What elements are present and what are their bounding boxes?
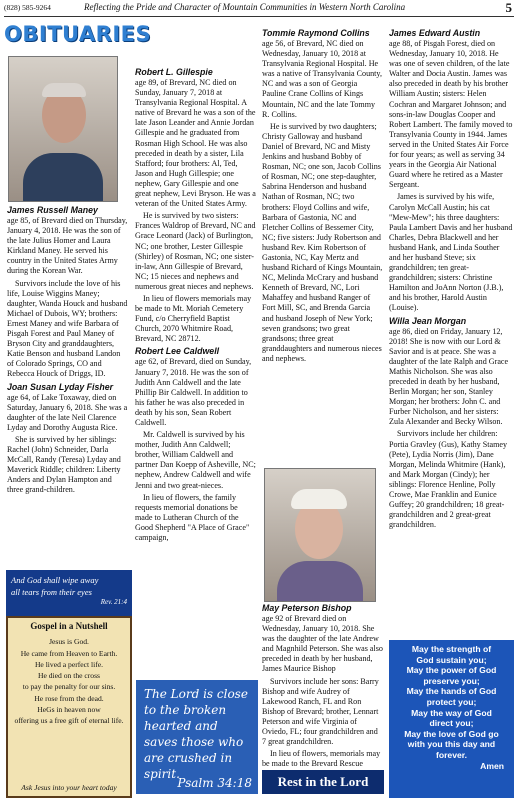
gospel-line: offering us a free gift of eternal life. bbox=[14, 716, 124, 726]
blessing-line: direct you; bbox=[429, 718, 474, 729]
blessing-line: May the hands of God bbox=[406, 686, 497, 697]
section-title: OBITUARIES bbox=[4, 22, 152, 46]
verse-line: And God shall wipe away bbox=[11, 575, 99, 585]
gospel-title: Gospel in a Nutshell bbox=[30, 621, 108, 631]
blessing-line: with you this day and bbox=[407, 739, 496, 750]
obit-paragraph: age 64, of Lake Toxaway, died on Saturday, January 6, 2018. She was a daughter of the late Neil Clarence Lyday and Dorothy Augusta Rice. bbox=[7, 392, 128, 432]
obit-name: Willa Jean Morgan bbox=[389, 315, 467, 326]
verse-line: all tears from their eyes bbox=[11, 587, 92, 597]
column-3-lower bbox=[262, 602, 383, 782]
gospel-line: He died on the cross bbox=[38, 671, 100, 681]
page-header bbox=[0, 0, 518, 16]
gospel-box bbox=[6, 616, 132, 798]
verse-box bbox=[6, 570, 132, 618]
column-4 bbox=[389, 27, 513, 532]
obit-name: James Edward Austin bbox=[389, 28, 481, 38]
obit-paragraph: In lieu of flowers, the family requests memorial donations be made to Lutheran Church of the Good Shepherd "A Place of Grace" campaign, bbox=[135, 492, 250, 543]
obit-name: May Peterson Bishop bbox=[262, 603, 352, 613]
page-number: 5 bbox=[505, 0, 512, 15]
obit-paragraph: Survivors include her sons: Barry Bishop and wife Audrey of Lakewood Ranch, FL and Ron Bishop of Brevard; brother, Lennart Peterson and wife Virginia of Oviedo, FL; four grandchildren and 7 great grandchildren. bbox=[262, 676, 379, 747]
obit-name: Robert L. Gillespie bbox=[135, 67, 213, 77]
blessing-line: May the way of God bbox=[411, 707, 492, 718]
obit-paragraph: age 85, of Brevard died on Thursday, January 4, 2018. He was the son of the late Julius Homer and Laura Kirkland Maney. He served his country in the United States Army during the Korean War. bbox=[7, 216, 128, 276]
gospel-footer: Ask Jesus into your heart today bbox=[21, 782, 117, 792]
column-1 bbox=[7, 204, 128, 497]
blessing-line: preserve you; bbox=[423, 675, 480, 686]
blessing-line: May the love of God go bbox=[404, 728, 499, 739]
blessing-line: forever. bbox=[435, 749, 468, 760]
obit-paragraph: He is survived by two daughters; Christy Galloway and husband Daniel of Brevard, NC and Misty Jenkins and husband Bobby of Rosman, NC; one son, Jacob Collins of Rosman, NC; one step-daughter, Sabrina Henderson and husband Nathan of Rosman, NC; two brothers: Floyd Collins and wife, Barbara of Gastonia, NC and Fletcher Collins of Bessemer City, NC; five sisters: Judy Robertson and husband Rev. Kim Robertson of Gastonia, NC, Kay Mertz and husband Richard of Kings Mountain, NC, Melinda McCrary and husband Kenneth of Brevard, NC, Lori Mahaffey and husband Ranger of Fort Mill, SC, and Brenda Garcia and husband Joseph of New York; seven grandsons; two great grandsons; three great granddaughters and numerous nieces and nephews. bbox=[262, 121, 383, 363]
obit-paragraph: He is survived by two sisters: Frances Waldrop of Brevard, NC and Grace Leonard (Jack) of Burlington, NC; one brother, Lester Gillespie (Shirley) of Rosman, NC; one sister-in-law, Ann Gillespie of Brevard, NC; 15 nieces and nephews and numerous great nieces and nephews. bbox=[135, 211, 256, 291]
blessing-line: May the power of God bbox=[406, 665, 497, 676]
rest-text: Rest in the Lord bbox=[277, 774, 369, 789]
obit-paragraph: age 88, of Pisgah Forest, died on Wednesday, January 10, 2018. He was one of seven children, of the late Walter and Docia Austin. James was also preceded in death by his brother William Austin; sisters: Helen Cochran and Margaret Johnson; and sons-in-law Douglas Cooper and Robert Lambert. The family moved to Transylvania County in 1944. James served in the United States Air Force for four years; as well as serving 34 years in the Georgia Air National Guard where he retired as a Master Sergeant. bbox=[389, 39, 513, 190]
obit-paragraph: age 89, of Brevard, NC died on Sunday, January 7, 2018 at Transylvania Regional Hospital. A native of Brevard he was a son of the late Jason Leander and Annie Jordan Gillespie and he graduated from Rosman High School. He was also preceded in death by a sister, Lila Stafford; four brothers: Al, Ted, Jason and Hugh Gillespie; one nephew, Gary Gillespie and one great nephew, Levi Bryson. He was a veteran of the United States Army. bbox=[135, 78, 256, 209]
psalm-text: The Lord is close to the broken hearted and saves those who are crushed in spirit. bbox=[144, 687, 248, 781]
verse-ref: Rev. 21:4 bbox=[100, 598, 127, 606]
obit-paragraph: Mr. Caldwell is survived by his mother, Judith Ann Caldwell; brother, William Caldwell and partner Dan Koepp of Asheville, NC; nephew, Andrew Caldwell and wife Jenni and two great-nieces. bbox=[135, 430, 256, 490]
psalm-ref: Psalm 34:18 bbox=[177, 776, 252, 790]
maney-photo bbox=[8, 56, 118, 202]
blessing-line: protect you; bbox=[426, 696, 477, 707]
obit-paragraph: age 56, of Brevard, NC died on Wednesday, January 10, 2018 at Transylvania Regional Hospital. He was a native of Transylvania County, NC and was a son of Georgia Pauline Crane Collins of Kings Mountain, NC and the late Tommy R. Collins. bbox=[262, 39, 382, 119]
gospel-line: to pay the penalty for our sins. bbox=[22, 682, 116, 692]
blessing-box bbox=[389, 640, 514, 798]
obit-paragraph: age 62, of Brevard, died on Sunday, January 7, 2018. He was the son of Judith Ann Caldwell and the late Phillip Bir Caldwell. In addition to his father he was also preceded in death by his son, Sean Robert Caldwell. bbox=[135, 357, 252, 427]
gospel-line: He rose from the dead. bbox=[34, 693, 104, 703]
obit-paragraph: In lieu of flowers, memorials may be made to the Brevard Rescue bbox=[262, 749, 381, 769]
column-3 bbox=[262, 27, 383, 366]
gospel-line: He came from Heaven to Earth. bbox=[20, 648, 118, 658]
blessing-closing: Amen bbox=[480, 760, 504, 771]
obit-name: Joan Susan Lyday Fisher bbox=[7, 381, 114, 392]
rest-box bbox=[262, 770, 384, 794]
obit-paragraph: James is survived by his wife, Carolyn McCall Austin; his cat "Mew-Mew"; his three daughters: Paula Lambert Davis and her husband Charles, Debra Blackwell and her husband Hank, and Linda Souther and her husband Steve; six grandchildren; ten great-grandchildren; sisters: Christine Hamilton and JoAnn Norton (J.B.), and his brother, Harold Austin (Louise). bbox=[389, 192, 513, 313]
obit-paragraph: She is survived by her siblings: Rachel (John) Schneider, Darla McCall, Randy (Teresa) Lyday and Maverick Riddle; children: Liberty Anders and Dylan Hampton and three grand-children. bbox=[7, 434, 121, 495]
header-tagline: Reflecting the Pride and Character of Mountain Communities in Western North Carolina bbox=[84, 2, 406, 12]
blessing-line: God sustain you; bbox=[416, 654, 487, 665]
obit-name: Tommie Raymond Collins bbox=[262, 28, 370, 38]
column-2 bbox=[135, 66, 256, 545]
header-rule bbox=[4, 16, 514, 17]
obit-name: Robert Lee Caldwell bbox=[135, 346, 220, 357]
obit-paragraph: In lieu of flowers memorials may be made to Mt. Moriah Cemetery Fund, c/o Cherryfield Baptist Church, 2070 Whitmire Road, Brevard, NC 28712. bbox=[135, 293, 252, 344]
psalm-box bbox=[136, 680, 258, 794]
obit-paragraph: age 86, died on Friday, January 12, 2018! She is now with our Lord & Savior and is at peace. She was a daughter of the late Ralph and Grace Mathis Nicholson. She was also preceded in death by her husband, Berlin Morgan; her son, Stanley Morgan; her brothers: John C. and Furber Nicholson, and her sisters: Zula Alexander and Becky Wilson. bbox=[389, 326, 509, 427]
header-phone: (828) 585-9264 bbox=[4, 3, 51, 12]
gospel-line: He lived a perfect life. bbox=[34, 659, 104, 669]
obit-paragraph: age 92 of Brevard died on Wednesday, January 10, 2018. She was the daughter of the late Andrew and Magnhild Peterson. She was also preceded in death by her husband, James Maurice Bishop bbox=[262, 614, 383, 674]
blessing-line: May the strength of bbox=[411, 644, 492, 654]
gospel-line: HeGs in heaven now bbox=[37, 705, 101, 715]
gospel-line: Jesus is God. bbox=[49, 637, 89, 647]
obit-name: James Russell Maney bbox=[7, 205, 98, 215]
bishop-photo bbox=[264, 468, 376, 602]
obit-paragraph: Survivors include her children: Portia Gravley (Gus), Kathy Stamey (Pete), Lydia Norris (Jim), Dane Morgan, Melinda Whitmire (Hank), and Mark Morgan (Cindy); her siblings: Florence Henline, Polly Crowe, Mae Franklin and Eunice Guffey; 20 grandchildren; 18 great-grandchildren and 2 great-great grandchildren. bbox=[389, 429, 508, 530]
obit-paragraph: Survivors include the love of his life, Louise Wiggins Maney; daughter, Wanda Houck and husband Michael of Dubois, WY; brothers: Ernest Maney and wife Barbara of Pisgah Forest and Paul Maney of Bryson City and granddaughters, Katie Benson and husband Landon of Colorado Springs, CO and Rebecca Houck of Driggs, ID. bbox=[7, 278, 128, 379]
